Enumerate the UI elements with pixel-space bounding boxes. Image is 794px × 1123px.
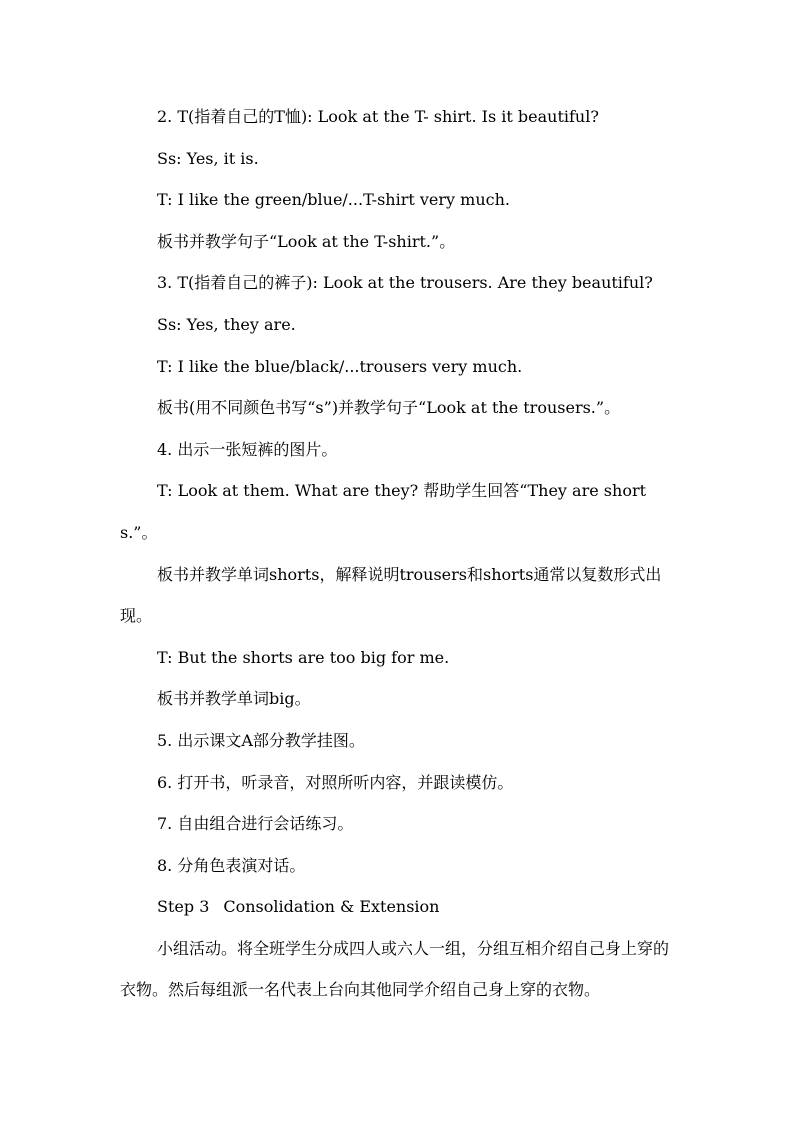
document-body [120,96,676,1011]
paragraph-group-activity: 小组活动。将全班学生分成四人或六人一组，分组互相介绍自己身上穿的衣物。然后每组派一名代表上台向其他同学介绍自己身上穿的衣物。 [120,938,670,1000]
paragraph-board-big: 板书并教学单词big。 [157,689,311,709]
paragraph-teacher-like-tshirt: T: I like the green/blue/...T-shirt very much. [157,190,510,210]
paragraph-show-wall-chart: 5. 出示课文A部分教学挂图。 [157,730,365,750]
paragraph-students-answer-1: Ss: Yes, it is. [157,148,259,168]
paragraph-what-are-they: T: Look at them. What are they? 帮助学生回答“They are shorts.”。 [120,481,647,542]
paragraph-show-shorts-picture: 4. 出示一张短裤的图片。 [157,439,338,459]
paragraph-students-answer-2: Ss: Yes, they are. [157,314,296,334]
paragraph-tshirt-question: 2. T(指着自己的T恤): Look at the T- shirt. Is it beautiful? [157,107,599,126]
step-3-heading [120,886,676,928]
step-3-title: Consolidation & Extension [223,897,440,917]
step-3-label: Step 3 [157,897,210,917]
paragraph-pair-practice: 7. 自由组合进行会话练习。 [157,814,354,834]
paragraph-board-trousers: 板书(用不同颜色书写“s”)并教学句子“Look at the trousers.”。 [157,398,621,418]
paragraph-role-play: 8. 分角色表演对话。 [157,855,306,875]
paragraph-board-shorts: 板书并教学单词shorts，解释说明trousers和shorts通常以复数形式出现。 [120,564,662,626]
paragraph-trousers-question: 3. T(指着自己的裤子): Look at the trousers. Are they beautiful? [157,273,653,293]
paragraph-teacher-like-trousers: T: I like the blue/black/...trousers very much. [157,356,523,376]
paragraph-listen-and-repeat: 6. 打开书，听录音，对照所听内容，并跟读模仿。 [157,772,514,792]
paragraph-board-tshirt: 板书并教学句子“Look at the T-shirt.”。 [157,231,456,251]
paragraph-shorts-too-big: T: But the shorts are too big for me. [157,647,450,667]
